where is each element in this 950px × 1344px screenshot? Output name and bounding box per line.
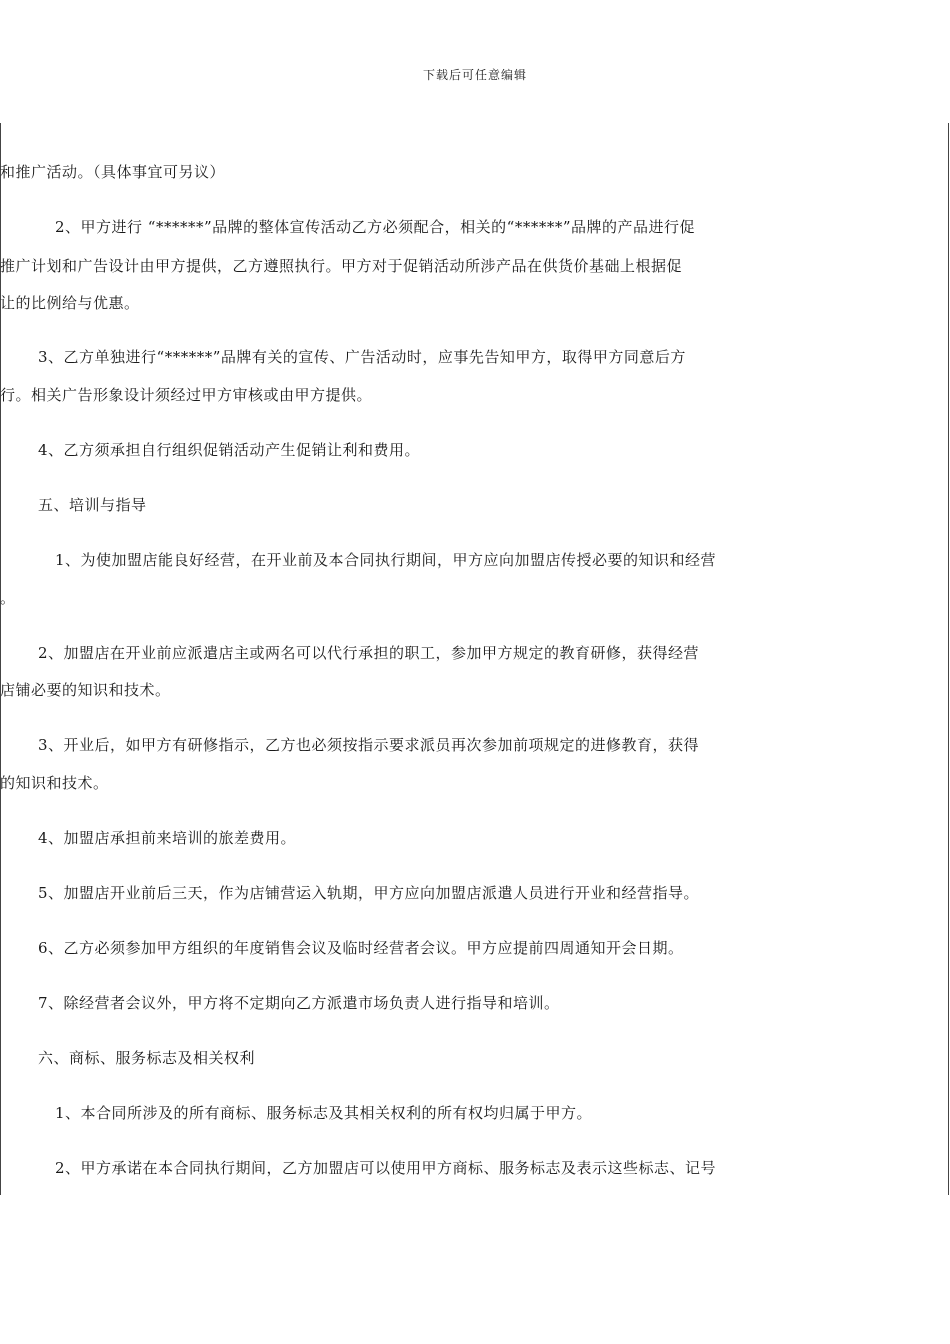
- paragraph-line: 2、加盟店在开业前应派遣店主或两名可以代行承担的职工，参加甲方规定的教育研修，获得经营: [38, 644, 700, 662]
- paragraph-line: 2、甲方进行 “******”品牌的整体宣传活动乙方必须配合，相关的“******”品牌的产品进行促: [55, 218, 695, 236]
- paragraph-line: 1、为使加盟店能良好经营，在开业前及本合同执行期间，甲方应向加盟店传授必要的知识和经营: [55, 551, 717, 569]
- paragraph-line: 3、开业后，如甲方有研修指示，乙方也必须按指示要求派员再次参加前项规定的进修教育，获得: [38, 736, 700, 754]
- paragraph-line: 行。相关广告形象设计须经过甲方审核或由甲方提供。: [0, 386, 373, 404]
- paragraph-line: 4、加盟店承担前来培训的旅差费用。: [38, 829, 297, 847]
- page-header: 下载后可任意编辑: [422, 68, 527, 82]
- paragraph-line: 和推广活动。（具体事宜可另议）: [0, 163, 226, 181]
- paragraph-line: 店铺必要的知识和技术。: [0, 681, 171, 699]
- section-heading: 六、商标、服务标志及相关权利: [38, 1049, 256, 1067]
- right-border: [948, 123, 949, 1195]
- paragraph-line: 让的比例给与优惠。: [0, 294, 140, 312]
- paragraph-line: 4、乙方须承担自行组织促销活动产生促销让利和费用。: [38, 441, 421, 459]
- paragraph-line: 推广计划和广告设计由甲方提供，乙方遵照执行。甲方对于促销活动所涉产品在供货价基础上根据促: [0, 257, 683, 275]
- paragraph-line: 2、甲方承诺在本合同执行期间，乙方加盟店可以使用甲方商标、服务标志及表示这些标志、记号: [55, 1159, 717, 1177]
- paragraph-line: 的知识和技术。: [0, 774, 109, 792]
- paragraph-line: 1、本合同所涉及的所有商标、服务标志及其相关权利的所有权均归属于甲方。: [55, 1104, 593, 1122]
- paragraph-line: 5、加盟店开业前后三天，作为店铺营运入轨期，甲方应向加盟店派遣人员进行开业和经营指导。: [38, 884, 700, 902]
- paragraph-line: 3、乙方单独进行“******”品牌有关的宣传、广告活动时，应事先告知甲方，取得甲方同意后方: [38, 348, 686, 366]
- left-border: [0, 123, 1, 1195]
- section-heading: 五、培训与指导: [38, 496, 147, 514]
- paragraph-line: 7、除经营者会议外，甲方将不定期向乙方派遣市场负责人进行指导和培训。: [38, 994, 560, 1012]
- paragraph-line: 6、乙方必须参加甲方组织的年度销售会议及临时经营者会议。甲方应提前四周通知开会日期。: [38, 939, 684, 957]
- paragraph-line: 。: [0, 589, 16, 607]
